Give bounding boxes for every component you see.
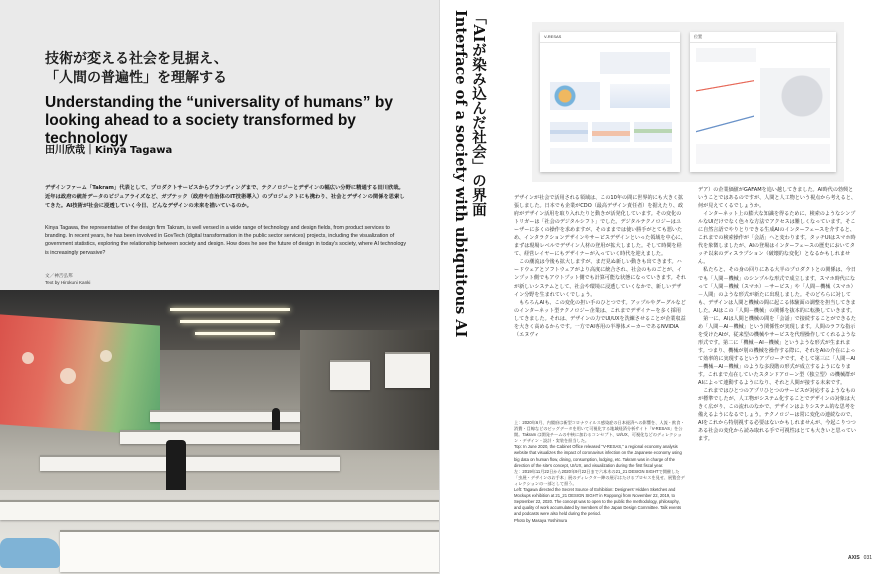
exhibition-photo [0, 290, 440, 574]
author-name: 田川欣哉｜Kinya Tagawa [45, 145, 173, 156]
body-text-2: デア）の企業価値がGAFAMを追い越してきました。AI時代の勃興ということではあるのですが、人間と人工物という視点から考えると、何が見えてくるでしょうか。 インターネット上の膨大な知識を得るために、検索のようなシンプルなUIだけでなく色々な方法でアクセスは難しくなっています。そこに自然言語でやりとりできる生成AIのインターフェースを介すると、これまでの検索操作が「会話」へと変わります。タッチUIはスマホ時代を象徴しましたが、AIの登場はインターフェースの歴史においてタッチ以来のディスラプション（破壊的な変化）となるかもしれません。 私たちと、その身の回りにある大半のプロダクトとの関係は、今日でも「人間－機械」のシンプルな形式で成立します。スマホ時代になって「人間－機械（スマホ）－サービス」や「人間－機械（スマホ）－人間」のような形式が新たに出現しました。そのどちらに対しても、デザインは人間と機械の間に起こる体験面の調整を担当してきました。AIはこの「人間－機械」の関係を抜本的に転換していきます。 第一に、AIは人間と機械の間を「会話」で接続することができるため「人間－AI－機械」という関係性が実現します。人間のラフな指示を受けたAIが、従来型の機械やサービスを代理操作してくれるような形式です。第二に「機械－AI－機械」というような形式が生まれます。つまり、機械が別の機械を操作する際に、それをAIの介在によって効率的に実現するというアプローチです。そして第三に「人間－AI－機械－AI－機械」のような多段階の形式が成立するようになります。これまで点在していたスタンドアローン型（独立型）の機械群がAIによって連動するようになり、それと人間が接する未来です。 これまではひとつのアプリひとつのサービスが対応するようなものが標準でしたが、人工物がシステム化することでデザインの対象は大きく広がり、この流れのなかで、デザインはよりシステム的な思考を備えるようになるでしょう。テクノロジーは常に変化の連続なので、AIをこれから特別視する必要はないかもしれませんが、今起こりつつある社会の変化から読み取れる手で可視性はとても大きいと思っています。 [698, 187, 856, 443]
screen-chart [550, 148, 672, 164]
right-wall [300, 330, 440, 450]
v-resas-screen-1 [540, 32, 680, 172]
article-title-en: Understanding the “universality of humans” by looking ahead to a society transformed by technology [45, 94, 393, 147]
body-column-1 [514, 194, 686, 339]
screen-chart [592, 122, 630, 142]
screen-chart [634, 122, 672, 142]
ceiling-light [195, 332, 275, 335]
wall-vitrine [385, 352, 430, 388]
ceiling-light [180, 320, 280, 323]
right-page [440, 0, 880, 574]
credit-en: Text by Hirokuni Kanki [45, 280, 91, 285]
v-resas-screenshots [532, 22, 844, 182]
figure-caption [514, 420, 686, 524]
display-table-front [0, 500, 440, 520]
display-table [120, 430, 300, 444]
lead-paragraph-en: Kinya Tagawa, the representative of the design firm Takram, is well versed in a wide range of technology and design fields, from product services to branding. In recent years, he has been involved in GovTech (digital transformation in the public sector services) projects, including the visualization of government statistics, exploring the relationship between society and design. How does he see the future of design in today's society, where AI technology is increasingly pervasive? [45, 225, 407, 256]
mural-detail [100, 350, 112, 362]
article-title-ja: 技術が変える社会を見据え、 「人間の普遍性」を理解する [45, 51, 228, 86]
page-folio [848, 555, 872, 561]
wall-vitrine [330, 360, 370, 390]
credit-ja: 文／神吉弘邦 [45, 273, 73, 278]
visitor-figure [166, 440, 186, 490]
screen-line-chart [696, 108, 754, 138]
mural-detail [22, 352, 34, 364]
screen-chart [610, 84, 670, 108]
screen-footer [696, 144, 830, 164]
ceiling-light [170, 308, 290, 311]
v-resas-screen-2 [690, 32, 836, 172]
screen-brand: V-RESAS [540, 32, 680, 43]
display-table [40, 455, 340, 471]
section-heading-vertical: 「AIが染み込んだ社会」の界面 Interface of a society with ubiquitous AI [452, 10, 487, 338]
screen-header-block [600, 52, 670, 74]
screen-chart [550, 122, 588, 142]
visitor-figure [272, 408, 280, 430]
screen-chart [550, 82, 600, 110]
display-table-front [60, 530, 440, 572]
body-column-2 [698, 186, 856, 444]
lead-paragraph-ja: デザインファーム「Takram」代表として、プロダクトサービスからブランディングまで、テクノロジーとデザインの幅広い分野に精通する田川欣哉。近年は政府の統計データのビジュアライズなど、ガブテック（政府や自治体のIT技術導入）のプロジェクトにも携わり、社会とデザインの関係を思索してきた。AI技術が社会に浸透していく今日、どんなデザインの未来を描いているのか。 [45, 185, 405, 209]
screen-filter [696, 48, 756, 62]
screen-title: 位置 [690, 32, 836, 43]
mural-detail [60, 368, 76, 384]
wall-mural [0, 314, 160, 435]
japan-map [760, 68, 830, 138]
caption-text: 上：2020年6月、内閣府は新型コロナウイルス感染症の日本経済への影響を、人流・飲食・消費・目線などのビッグデータを用いて可視化する地域経済分析サイト「V-RESAS」を公開。Takram は開発チームの中核に加わるコンセプト、UI/UX、可視化などのディレクション・デザイン・設計・実装を担当した。 Top: In June 2020, the Cabinet Office released "V-RESAS," a regional economy analysis website that visualizes the impact of coronavirus infection on the Japanese economy using big data on human flow, dining, consumption, lodging, etc. Takram was in charge of the direction of the site's concept, UI/UX, and visualization during the first fiscal year. 左：2019年11月22日から2020年9月22日まで六本木の21_21 DESIGN SIGHTで開催した「虫展・デザインのお手本」展のディレクター陣の展示はたけるプロセスを見せ、展覧会ディレクションの一部として担う。 Left: Tagawa directed the Secret Source of Exhibition: Designers' Hidden Sketches and Mockups exhibition at 21_21 DESIGN SIGHT in Roppongi from November 22, 2019, to September 22, 2020. The concept was to open to the public the methodology, philosophy, and quality of work accumulated by members of the Japan Design Committee. Talk events and podcasts were also held during the period. Photo by Masaya Yoshimura [514, 420, 685, 523]
blue-object [0, 538, 60, 568]
screen-line-chart [696, 72, 754, 102]
text-credit [45, 272, 90, 286]
magazine-name: AXIS [848, 555, 860, 561]
body-text-1: デザインが社会で活用される領域は、この10年の間に世界的にも大きく拡張しました。日本でも企業がCDO（最高デザイン責任者）を据えたり、政府がデザイン活用を取り入れたりと動きが活発化しています。その変化のトリガーは「社会のデジタルシフト」でした。デジタルテクノロジーはユーザーに多くの操作を求めますが、そのままでは使い勝手がとても悪いため、インタラクションデザインやサービスデザインといった領域を中心に、まずは現場レベルでデザイン人材の登用が拡大しました。そして時間を経て、経営レイヤーにもデザイナーが入っていく時代を迎えました。 この潮流は今後も拡大しますが、まだ見ぬ新しい動きも出てきます。ハードウェアとソフトウェアがより高度に統合され、社会のものごとが、インプット側でもアウトプット側でも計算可能な状態になっていきます。それが新しいシステムとして、社会や環境に浸透していくなかで、新しいデザイン分野を生まれていくでしょう。 もちろんAIも、この変化の担い手のひとつです。アップルやグーグルなどのインターネット型テクノロジー企業は、これまでデザイナーを多く採用してきました。それは、デザインの力でUI/UXを洗練させることが企業収益を大きく高めるからです。一方でAI専用の半導体メーカーであるNVIDIA（エヌヴィ [514, 195, 686, 338]
page-number: 031 [863, 555, 873, 561]
